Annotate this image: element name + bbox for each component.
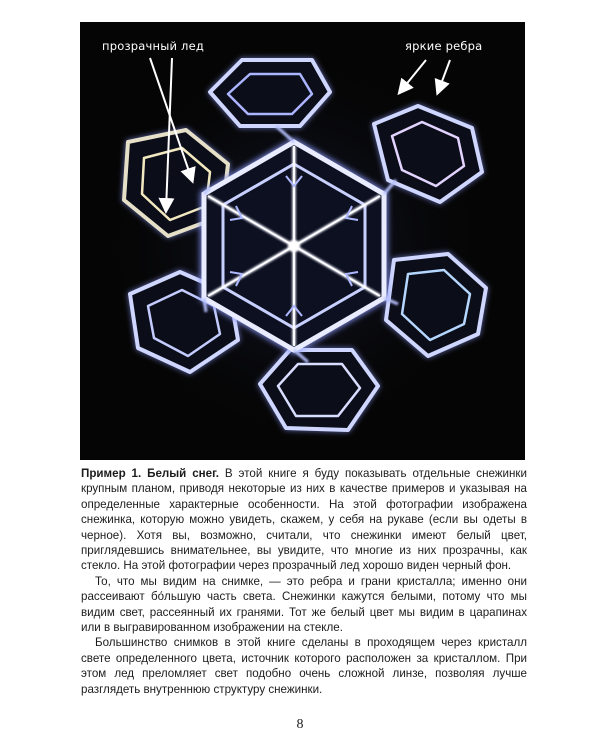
caption-paragraph-1: [81, 466, 527, 574]
label-transparent-ice: прозрачный лед: [102, 39, 205, 53]
caption-paragraph-1-text: В этой книге я буду показывать отдельные снежинки крупным планом, приводя некоторые из них в качестве примеров и указывая на определенные характерные особенности. На этой фотографии изображена снежинка, которую можно увидеть, скажем, у себя на рукаве (если вы одеты в черное). Хотя вы, возможно, считали, что снежинки имеют белый цвет, приглядевшись внимательнее, вы увидите, что многие из них прозрачны, как стекло. На этой фотографии через прозрачный лед хорошо виден черный фон.: [81, 467, 527, 573]
label-bright-edges: яркие ребра: [405, 39, 483, 53]
snowflake-image: [80, 22, 525, 460]
caption-paragraph-3: Большинство снимков в этой книге сделаны в проходящем через кристалл свете определенного цвета, источник которого расположен за кристаллом. При этом лед преломляет свет подобно очень сложной линзе, позволяя лучше разглядеть внутреннюю структуру снежинки.: [81, 636, 527, 696]
caption-paragraph-2: То, что мы видим на снимке, — это ребра и грани кристалла; именно они рассеивают бо́льшую часть света. Снежинки кажутся белыми, потому что мы видим свет, рассеянный их гранями. Тот же белый цвет мы видим в царапинах или в выгравированном изображении на стекле.: [81, 574, 527, 635]
page-number: 8: [296, 717, 304, 732]
snowflake-photo: [80, 22, 525, 460]
caption-title: Пример 1. Белый снег.: [81, 467, 219, 480]
caption-text: [81, 466, 527, 697]
